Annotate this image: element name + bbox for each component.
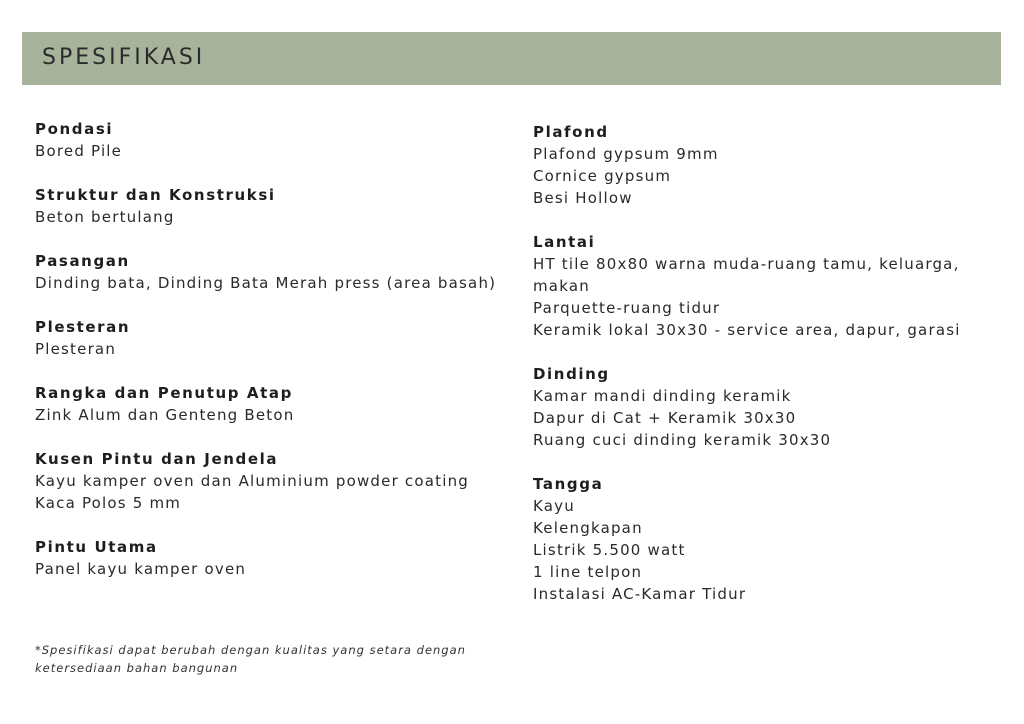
spec-item: Keramik lokal 30x30 - service area, dapur, garasi	[533, 321, 961, 339]
spec-section-pasangan	[35, 250, 515, 294]
spec-section-title: Struktur dan Konstruksi	[35, 186, 276, 204]
spec-section-title: Pintu Utama	[35, 538, 158, 556]
spec-item: Plafond gypsum 9mm	[533, 145, 719, 163]
spec-item: Dapur di Cat + Keramik 30x30	[533, 409, 797, 427]
spec-item: Kaca Polos 5 mm	[35, 494, 182, 512]
spec-section-title: Kusen Pintu dan Jendela	[35, 450, 279, 468]
spec-item: Plesteran	[35, 340, 117, 358]
spec-item: HT tile 80x80 warna muda-ruang tamu, keluarga, makan	[533, 255, 960, 295]
spec-item: Instalasi AC-Kamar Tidur	[533, 585, 747, 603]
spec-item: Bored Pile	[35, 142, 123, 160]
spec-section-atap	[35, 382, 515, 426]
spec-section-dinding	[533, 363, 993, 451]
spec-section-title: Rangka dan Penutup Atap	[35, 384, 293, 402]
page-title: SPESIFIKASI	[42, 45, 206, 70]
spec-item: Besi Hollow	[533, 189, 633, 207]
spec-item: Kayu kamper oven dan Aluminium powder coating	[35, 472, 469, 490]
spec-section-title: Pondasi	[35, 120, 114, 138]
spec-section-kusen	[35, 448, 515, 514]
footnote: *Spesifikasi dapat berubah dengan kualitas yang setara dengan ketersediaan bahan bangunan	[35, 643, 466, 675]
header-band	[22, 32, 1001, 85]
spec-section-pondasi	[35, 118, 515, 162]
spec-section-lantai	[533, 231, 993, 341]
spec-section-plesteran	[35, 316, 515, 360]
spec-item: 1 line telpon	[533, 563, 643, 581]
spec-section-title: Pasangan	[35, 252, 130, 270]
spec-item: Cornice gypsum	[533, 167, 672, 185]
spec-item: Panel kayu kamper oven	[35, 560, 247, 578]
spec-section-pintu-utama	[35, 536, 515, 580]
spec-section-plafond	[533, 121, 993, 209]
spec-item: Dinding bata, Dinding Bata Merah press (area basah)	[35, 274, 497, 292]
spec-item: Kayu	[533, 497, 575, 515]
spec-item: Kamar mandi dinding keramik	[533, 387, 792, 405]
spec-section-title: Tangga	[533, 475, 604, 493]
spec-item: Beton bertulang	[35, 208, 175, 226]
spec-item: Ruang cuci dinding keramik 30x30	[533, 431, 832, 449]
spec-section-title: Dinding	[533, 365, 610, 383]
right-column	[533, 121, 993, 627]
spec-section-title: Plesteran	[35, 318, 131, 336]
spec-section-title: Lantai	[533, 233, 596, 251]
spec-item: Parquette-ruang tidur	[533, 299, 721, 317]
spec-item: Listrik 5.500 watt	[533, 541, 686, 559]
spec-section-struktur	[35, 184, 515, 228]
spec-section-title: Plafond	[533, 123, 609, 141]
spec-item: Kelengkapan	[533, 519, 643, 537]
left-column	[35, 118, 515, 602]
spec-item: Zink Alum dan Genteng Beton	[35, 406, 295, 424]
spec-section-tangga	[533, 473, 993, 605]
